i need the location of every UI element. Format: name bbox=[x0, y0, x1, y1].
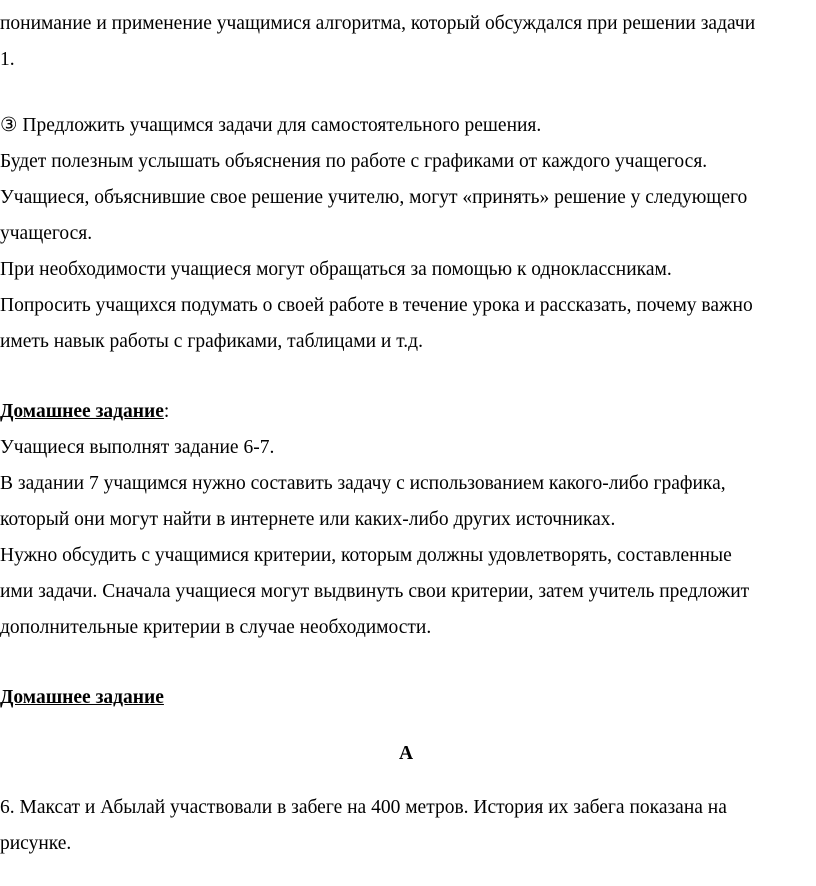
paragraph-1: Будет полезным услышать объяснения по работе с графиками от каждого учащегося. bbox=[0, 151, 708, 172]
step-3-text: Предложить учащимся задачи для самостоятельного решения. bbox=[17, 115, 542, 136]
intro-line-1: понимание и применение учащимися алгоритма, который обсуждался при решении задачи bbox=[0, 13, 756, 34]
homework-line-1: Учащиеся выполнят задание 6-7. bbox=[0, 437, 275, 458]
task-6-line-2: рисунке. bbox=[0, 833, 72, 854]
homework-line-3: который они могут найти в интернете или каких-либо других источниках. bbox=[0, 509, 616, 530]
intro-line-2: 1. bbox=[0, 49, 15, 70]
paragraph-4-line-2: иметь навык работы с графиками, таблицами и т.д. bbox=[0, 331, 423, 352]
homework-line-5: ими задачи. Сначала учащиеся могут выдвинуть свои критерии, затем учитель предложит bbox=[0, 581, 750, 602]
homework-heading-1-colon: : bbox=[163, 401, 170, 422]
homework-heading-1-text: Домашнее задание bbox=[0, 401, 164, 422]
step-3-line bbox=[0, 108, 541, 144]
paragraph-2-line-2: учащегося. bbox=[0, 223, 93, 244]
paragraph-2-line-1: Учащиеся, объяснившие свое решение учителю, могут «принять» решение у следующего bbox=[0, 187, 748, 208]
section-letter-a: А bbox=[399, 743, 414, 764]
paragraph-4-line-1: Попросить учащихся подумать о своей работе в течение урока и рассказать, почему важно bbox=[0, 295, 753, 316]
task-6-line-1: 6. Максат и Абылай участвовали в забеге на 400 метров. История их забега показана на bbox=[0, 797, 727, 818]
homework-line-2: В задании 7 учащимся нужно составить задачу с использованием какого-либо графика, bbox=[0, 473, 726, 494]
homework-heading-2: Домашнее задание bbox=[0, 687, 164, 708]
homework-heading-1 bbox=[0, 394, 169, 430]
paragraph-3: При необходимости учащиеся могут обращаться за помощью к одноклассникам. bbox=[0, 259, 672, 280]
circled-three-icon: ③ bbox=[0, 115, 18, 136]
homework-line-6: дополнительные критерии в случае необходимости. bbox=[0, 617, 432, 638]
homework-line-4: Нужно обсудить с учащимися критерии, которым должны удовлетворять, составленные bbox=[0, 545, 732, 566]
